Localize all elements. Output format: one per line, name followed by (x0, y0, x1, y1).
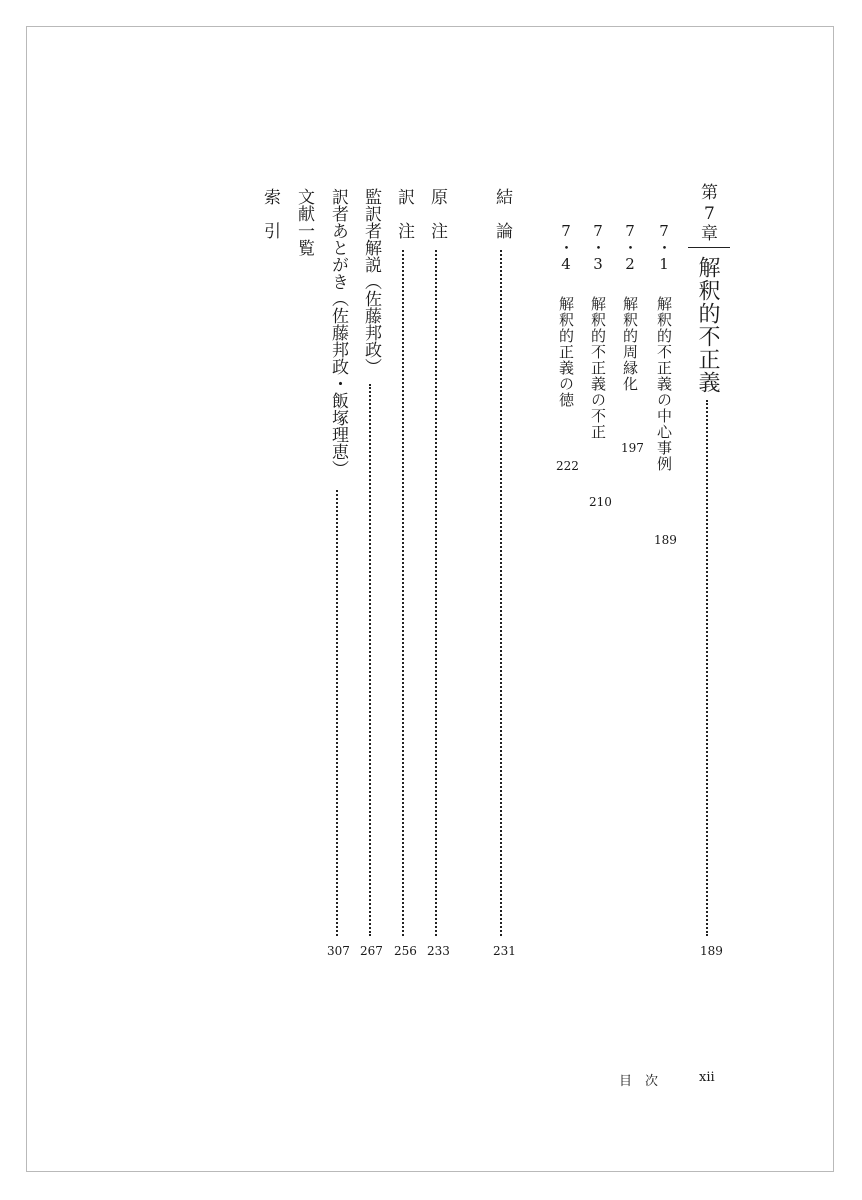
back-matter-title: 文献一覧 (294, 188, 314, 256)
section-title: 解釈的不正義の中心事例 (655, 296, 673, 472)
leader-dots (500, 250, 502, 936)
back-matter-page: 256 (394, 944, 417, 958)
chapter-rule (688, 247, 730, 248)
leader-dots (336, 490, 338, 936)
back-matter-page: 233 (427, 944, 450, 958)
back-matter-title: 索 引 (260, 188, 280, 239)
section-number: 7・2 (621, 222, 639, 273)
section-page: 222 (556, 459, 579, 473)
section-number: 7・4 (557, 222, 575, 273)
back-matter-title: 原 注 (427, 188, 447, 239)
leader-dots (435, 250, 437, 936)
chapter-label-bottom: 章 (697, 224, 717, 241)
chapter-label-top: 第 (697, 183, 717, 200)
chapter-label-number: 7 (704, 204, 715, 224)
section-page: 210 (589, 495, 612, 509)
section-title: 解釈的正義の徳 (557, 296, 575, 408)
chapter-title: 解釈的不正義 (695, 256, 720, 394)
back-matter-title: 訳 注 (394, 188, 414, 239)
section-number: 7・3 (589, 222, 607, 273)
section-title: 解釈的周縁化 (621, 296, 639, 392)
back-matter-title: 結 論 (492, 188, 512, 239)
back-matter-page: 267 (360, 944, 383, 958)
back-matter-page: 307 (327, 944, 350, 958)
chapter-leader-dots (706, 400, 708, 936)
running-head: 目 次 (619, 1074, 659, 1089)
section-number: 7・1 (655, 222, 673, 273)
chapter-page: 189 (700, 944, 723, 958)
section-title: 解釈的不正義の不正 (589, 296, 607, 440)
section-page: 197 (621, 441, 644, 455)
leader-dots (402, 250, 404, 936)
page-folio: xii (699, 1070, 715, 1085)
back-matter-page: 231 (493, 944, 516, 958)
leader-dots (369, 384, 371, 936)
back-matter-title: 監訳者解説（佐藤邦政） (361, 188, 381, 375)
back-matter-title: 訳者あとがき（佐藤邦政・飯塚理恵） (328, 188, 348, 477)
section-page: 189 (654, 533, 677, 547)
